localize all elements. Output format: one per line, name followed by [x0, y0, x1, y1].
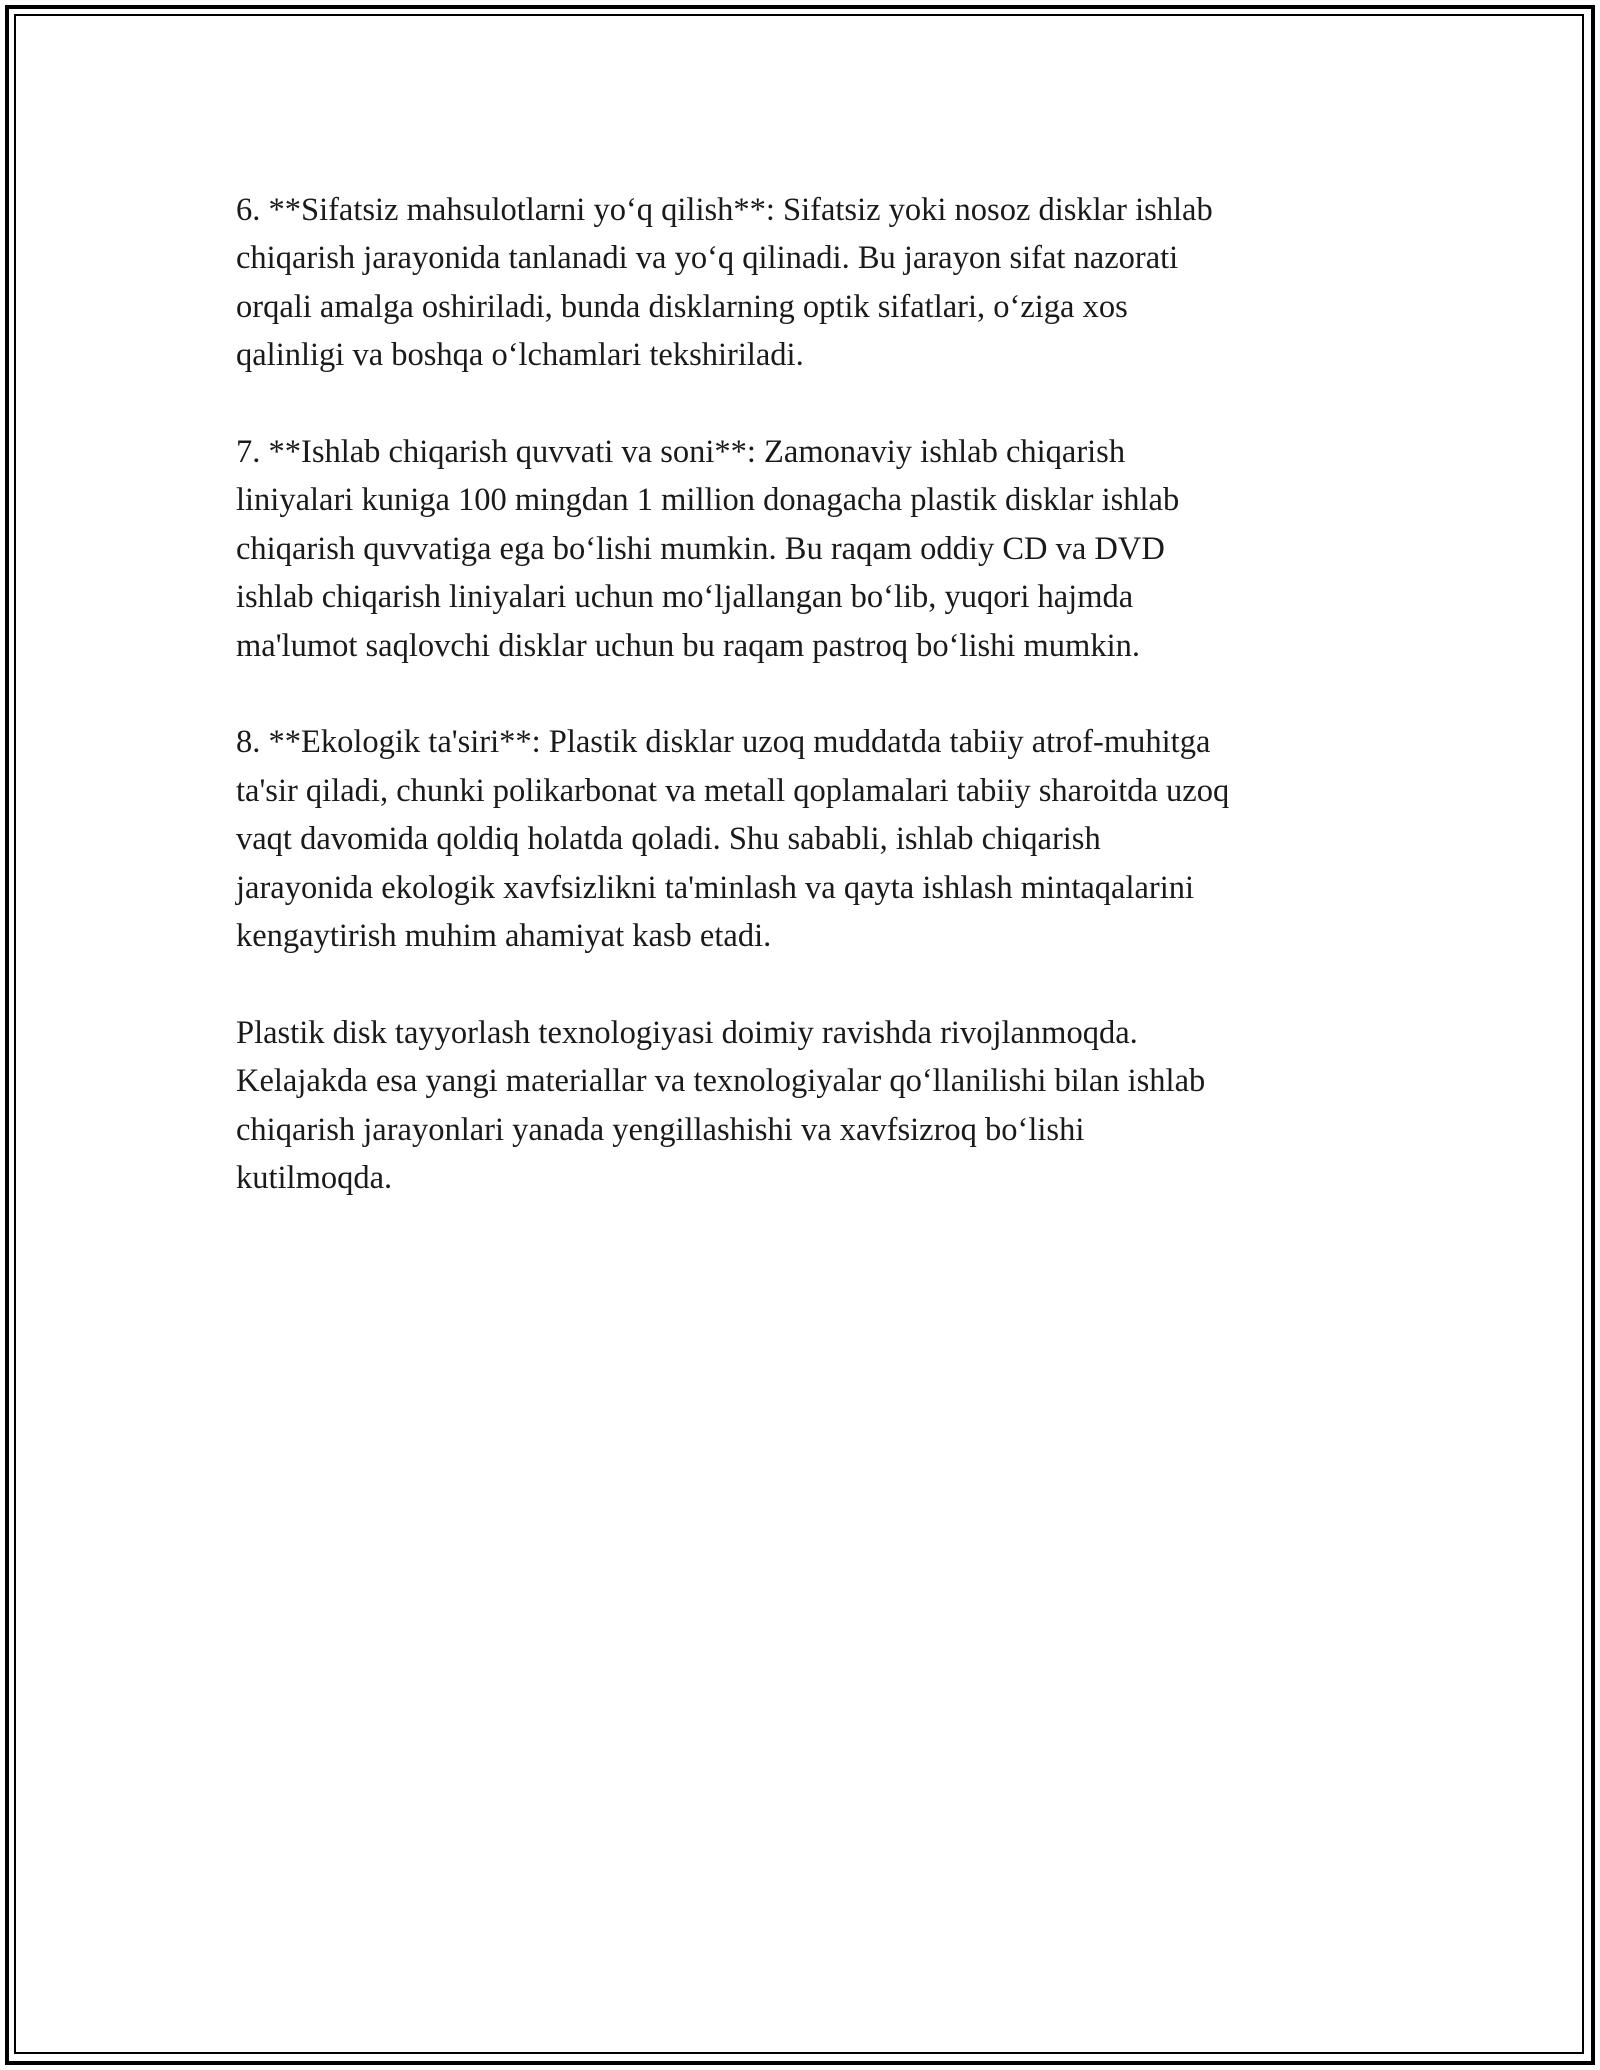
paragraph-item-6: 6. **Sifatsiz mahsulotlarni yo‘q qilish**: Sifatsiz yoki nosoz disklar ishlab chiqarish jarayonida tanlanadi va yo‘q qilinadi. Bu jarayon sifat nazorati orqali amalga oshiriladi, bunda disklarning optik sifatlari, o‘ziga xos qalinligi va boshqa o‘lchamlari tekshiriladi. — [236, 192, 1213, 374]
paragraph-item-8: 8. **Ekologik ta'siri**: Plastik disklar uzoq muddatda tabiiy atrof-muhitga ta'sir qiladi, chunki polikarbonat va metall qoplamalari tabiiy sharoitda uzoq vaqt davomida qoldiq holatda qoladi. Shu sababli, ishlab chiqarish jarayonida ekologik xavfsizlikni ta'minlash va qayta ishlash mintaqalarini kengaytirish muhim ahamiyat kasb etadi. — [236, 724, 1230, 955]
paragraph-conclusion: Plastik disk tayyorlash texnologiyasi doimiy ravishda rivojlanmoqda. Kelajakda esa yangi materiallar va texnologiyalar qo‘llanilishi bilan ishlab chiqarish jarayonlari yanada yengillashishi va xavfsizroq bo‘lishi kutilmoqda. — [236, 1014, 1206, 1197]
document-body — [236, 186, 1366, 1251]
paragraph-item-7: 7. **Ishlab chiqarish quvvati va soni**: Zamonaviy ishlab chiqarish liniyalari kuniga 100 mingdan 1 million donagacha plastik disklar ishlab chiqarish quvvatiga ega bo‘lishi mumkin. Bu raqam oddiy CD va DVD ishlab chiqarish liniyalari uchun mo‘ljallangan bo‘lib, yuqori hajmda ma'lumot saqlovchi disklar uchun bu raqam pastroq bo‘lishi mumkin. — [236, 434, 1180, 664]
